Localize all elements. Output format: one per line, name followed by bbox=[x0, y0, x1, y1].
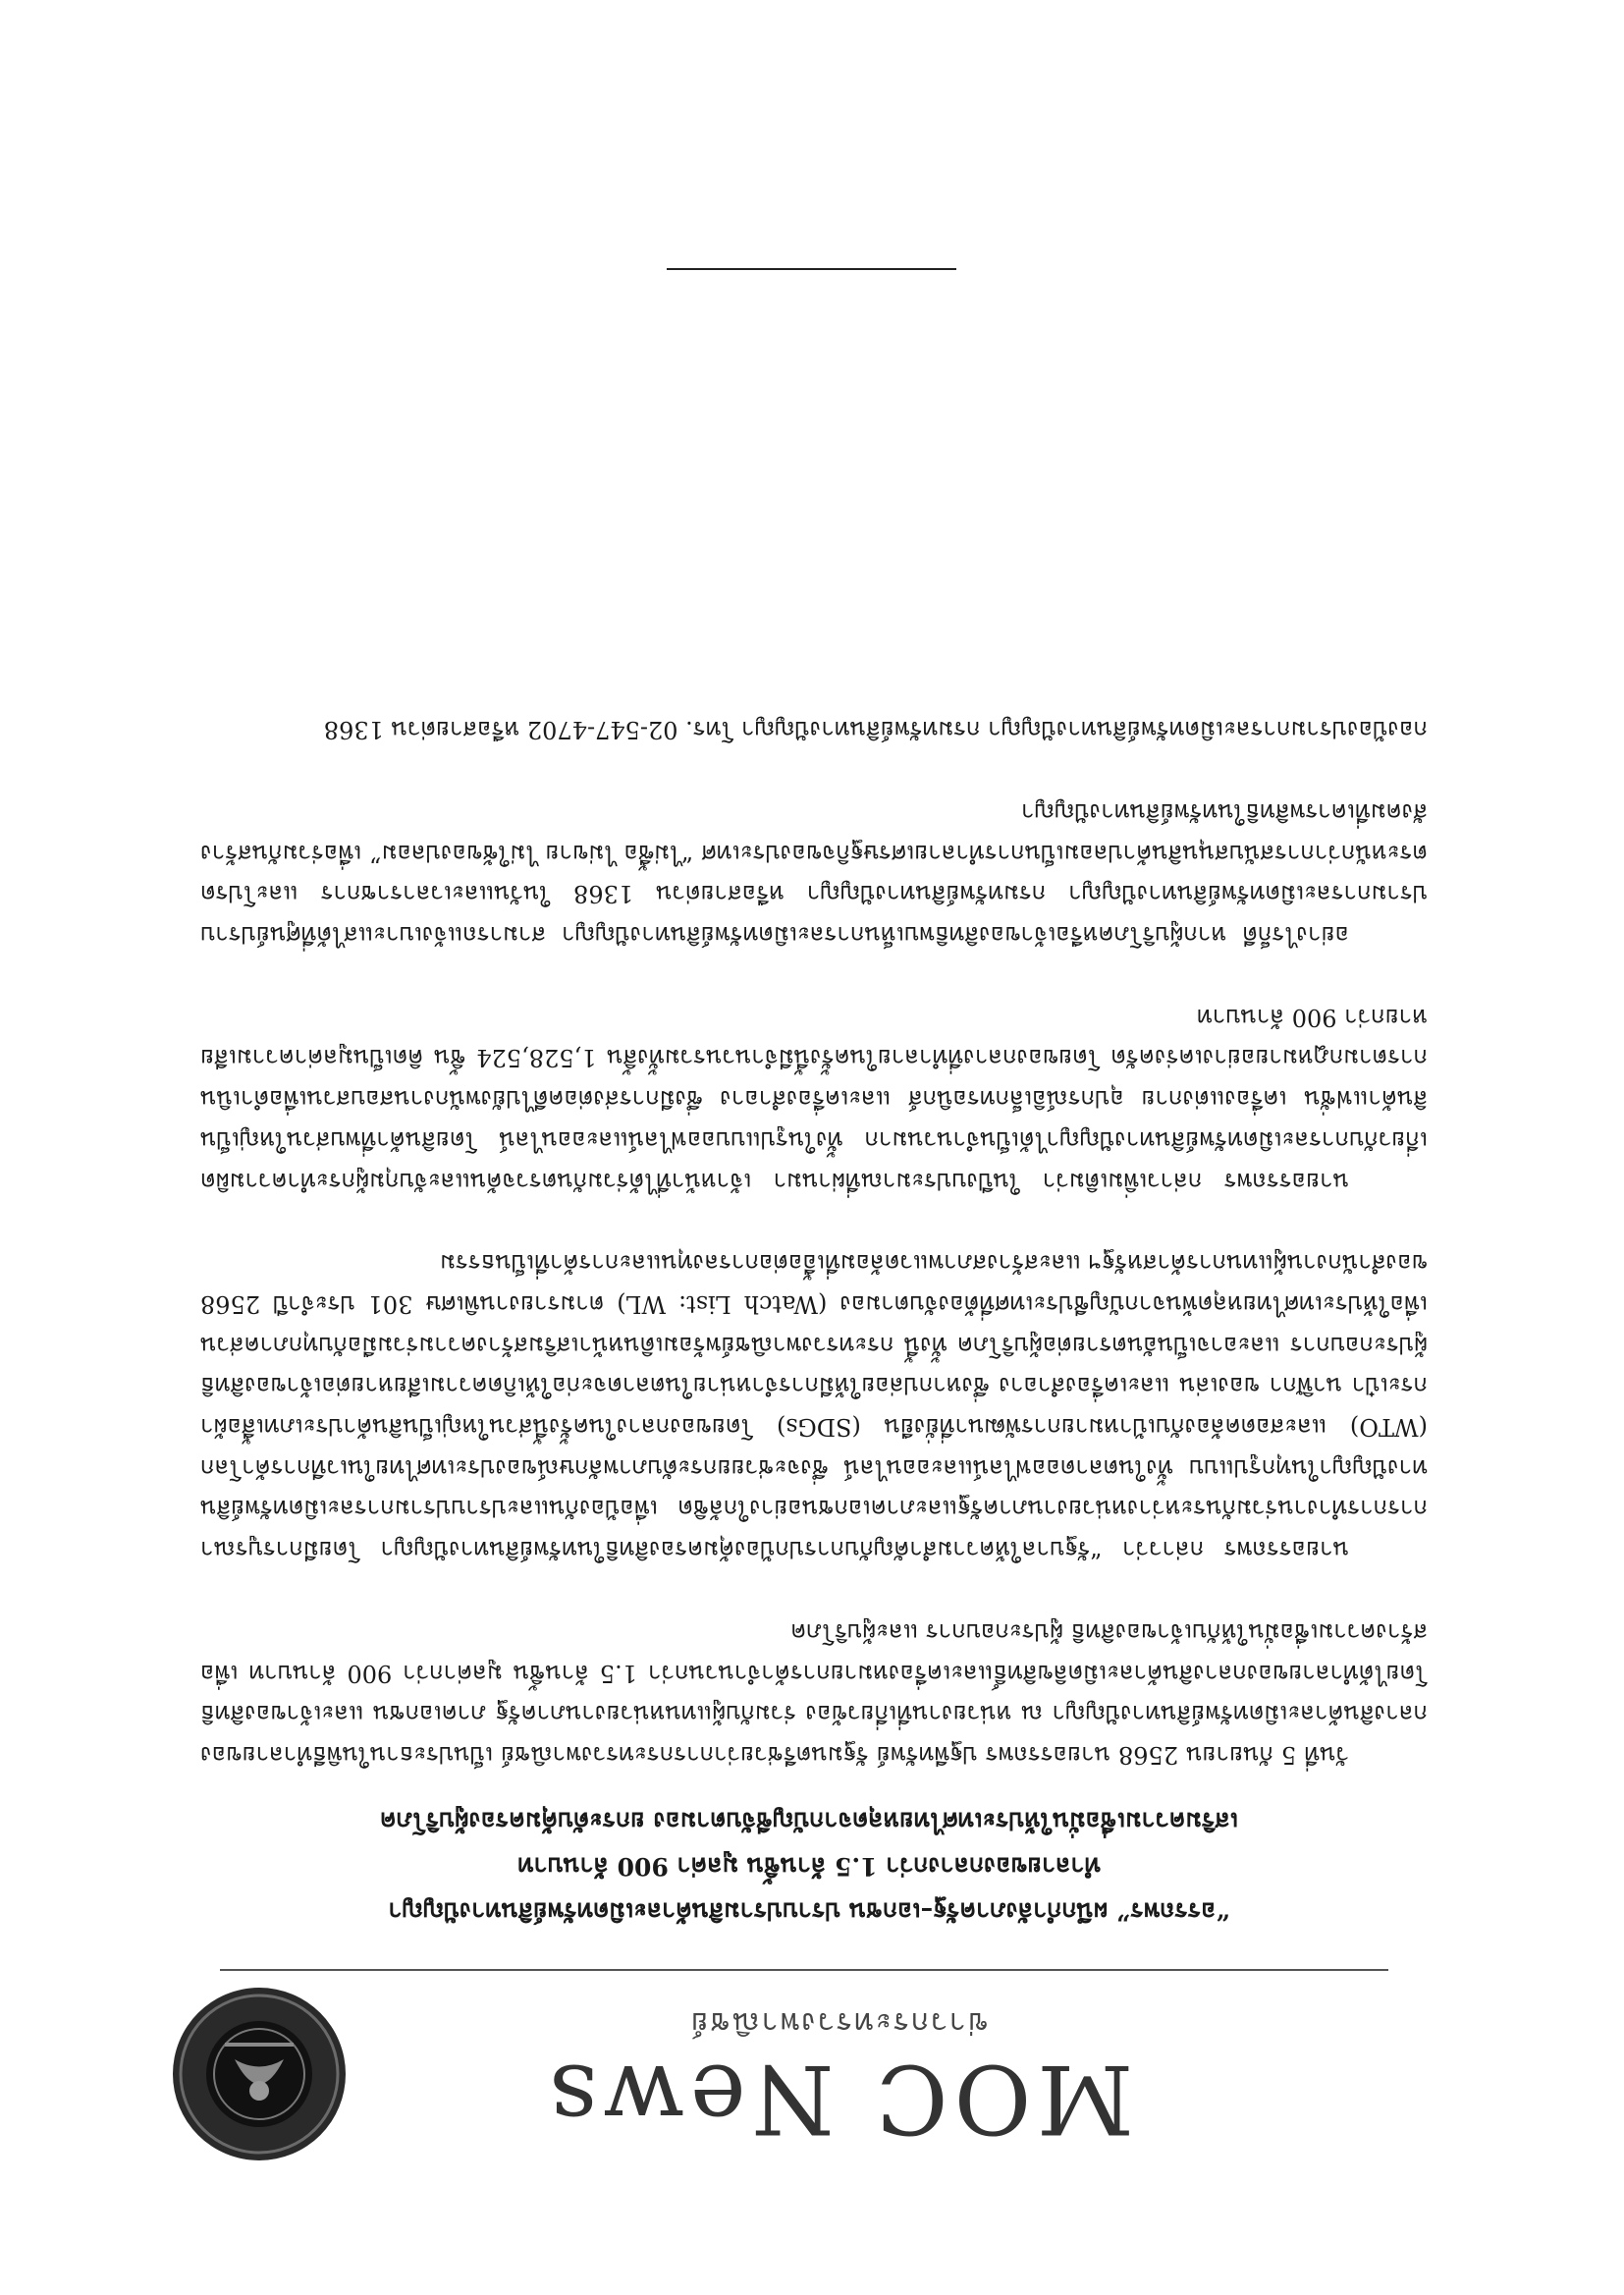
paragraph-2: นายอรรถพร กล่าวว่า “รัฐบาลให้ความสำคัญกับการปกป้องคุ้มครองสิทธิในทรัพย์สินทางปัญญา โดยมีการบูรณาการการทำงานร่วมกันระหว่างหน่วยงานภาครัฐและภาคเอกชนอย่างใกล้ชิด เพื่อป้องกันและปราบปรามการละเมิดทรัพย์สินทางปัญญาในทุกรูปแบบ ทั้งในตลาดออฟไลน์และออนไลน์ ซึ่งจะช่วยยกระดับภาพลักษณ์ของประเทศไทยในเวทีการค้าโลก (WTO) และสอดคล้องกับเป้าหมายการพัฒนาที่ยั่งยืน (SDGs) โดยของกลางในครั้งนี้ส่วนใหญ่เป็นสินค้าประเภทเสื้อผ้า กระเป๋า นาฬิกา ของเล่น และเครื่องสำอาง ซึ่งหากปล่อยให้มีการจำหน่ายในตลาดจะก่อให้เกิดความเสียหายต่อเจ้าของสิทธิ ผู้ประกอบการ และอาจเป็นอันตรายต่อผู้บริโภค ทั้งนี้ กระทรวงพาณิชย์พร้อมเดินหน้าเสริมสร้างความร่วมมือกับทุกภาคส่วน เพื่อให้ประเทศไทยหลุดพ้นจากบัญชีประเทศที่ต้องจับตามอง (Watch List: WL) ตามรายงานพิเศษ 301 ประจำปี 2568 ของสำนักงานผู้แทนการค้าสหรัฐฯ และสร้างสภาพแวดล้อมที่เอื้อต่อการลงทุนและการค้าที่เป็นธรรม bbox=[200, 1249, 1428, 1564]
press-headline bbox=[200, 1798, 1418, 1934]
paragraph-3: นายอรรถพร กล่าวเพิ่มเติมว่า ในปีงบประมาณที่ผ่านมา เจ้าหน้าที่ได้ร่วมกันตรวจค้นและจับกุมผู้กระทำความผิดเกี่ยวกับการละเมิดทรัพย์สินทางปัญญาได้เป็นจำนวนมาก ทั้งในรูปแบบออฟไลน์และออนไลน์ โดยสินค้าที่พบส่วนใหญ่เป็นสินค้าแฟชั่น เครื่องแต่งกาย อุปกรณ์อิเล็กทรอนิกส์ และเครื่องสำอาง ซึ่งมีการส่งต่อคดีไปยังพนักงานสอบสวนเพื่อดำเนินการตามกฎหมายอย่างเคร่งครัด โดยของกลางที่ทำลายในครั้งนี้มีจำนวนรวมทั้งสิ้น 1,528,524 ชิ้น คิดเป็นมูลค่าความเสียหายกว่า 900 ล้านบาท bbox=[200, 1003, 1428, 1195]
headline-line-2: ทำลายของกลางกว่า 1.5 ล้านชิ้น มูลค่า 900 ล้านบาท bbox=[517, 1852, 1101, 1881]
header-divider bbox=[220, 1969, 1388, 1971]
headline-line-1: “อรรถพร” ผนึกกำลังภาครัฐ–เอกชน ปราบปรามสินค้าละเมิดทรัพย์สินทางปัญญา bbox=[388, 1897, 1230, 1926]
paragraph-4: อย่างไรก็ดี หากผู้บริโภคหรือเจ้าของสิทธิพบเห็นการละเมิดทรัพย์สินทางปัญญา สามารถแจ้งเบาะแสได้ที่ศูนย์ปราบปรามการละเมิดทรัพย์สินทางปัญญา กรมทรัพย์สินทางปัญญา หรือสายด่วน 1368 ในวันและเวลาราชการ และโปรดตระหนักว่าการสนับสนุนสินค้าปลอมเป็นการทำลายเศรษฐกิจของประเทศ “ไม่ซื้อ ไม่ขาย ไม่ใช้ของปลอม” เพื่อร่วมกันสร้างสังคมที่เคารพสิทธิในทรัพย์สินทางปัญญา bbox=[200, 797, 1428, 950]
brand-title: MOC News bbox=[543, 2044, 1134, 2154]
masthead bbox=[534, 1999, 1143, 2154]
article-body bbox=[200, 709, 1428, 1775]
paragraph-1: วันที่ 5 กันยายน 2568 นายอรรถพร ปฐพีทรัพย์ รัฐมนตรีช่วยว่าการกระทรวงพาณิชย์ เป็นประธานในพิธีทำลายของกลางสินค้าละเมิดทรัพย์สินทางปัญญา ณ หน่วยงานที่เกี่ยวข้อง ร่วมกับผู้แทนหน่วยงานภาครัฐ ภาคเอกชน และเจ้าของสิทธิ โดยได้ทำลายของกลางสินค้าละเมิดลิขสิทธิ์และเครื่องหมายการค้าจำนวนกว่า 1.5 ล้านชิ้น มูลค่ากว่า 900 ล้านบาท เพื่อสร้างความเชื่อมั่นให้กับเจ้าของสิทธิ ผู้ประกอบการ และผู้บริโภค bbox=[200, 1617, 1428, 1769]
headline-line-3: เสริมความเชื่อมั่นให้ประเทศไทยหลุดจากบัญชีจับตามอง ยกระดับคุ้มครองผู้บริโภค bbox=[379, 1807, 1239, 1835]
end-divider bbox=[667, 268, 956, 270]
ministry-seal-icon bbox=[166, 1981, 352, 2167]
brand-subtitle: ข่าวกระทรวงพาณิชย์ bbox=[688, 2005, 989, 2040]
contact-line: กองป้องปรามการละเมิดทรัพย์สินทางปัญญา กรมทรัพย์สินทางปัญญา โทร. 02-547-4702 หรือสายด่วน 1368 bbox=[323, 716, 1428, 744]
